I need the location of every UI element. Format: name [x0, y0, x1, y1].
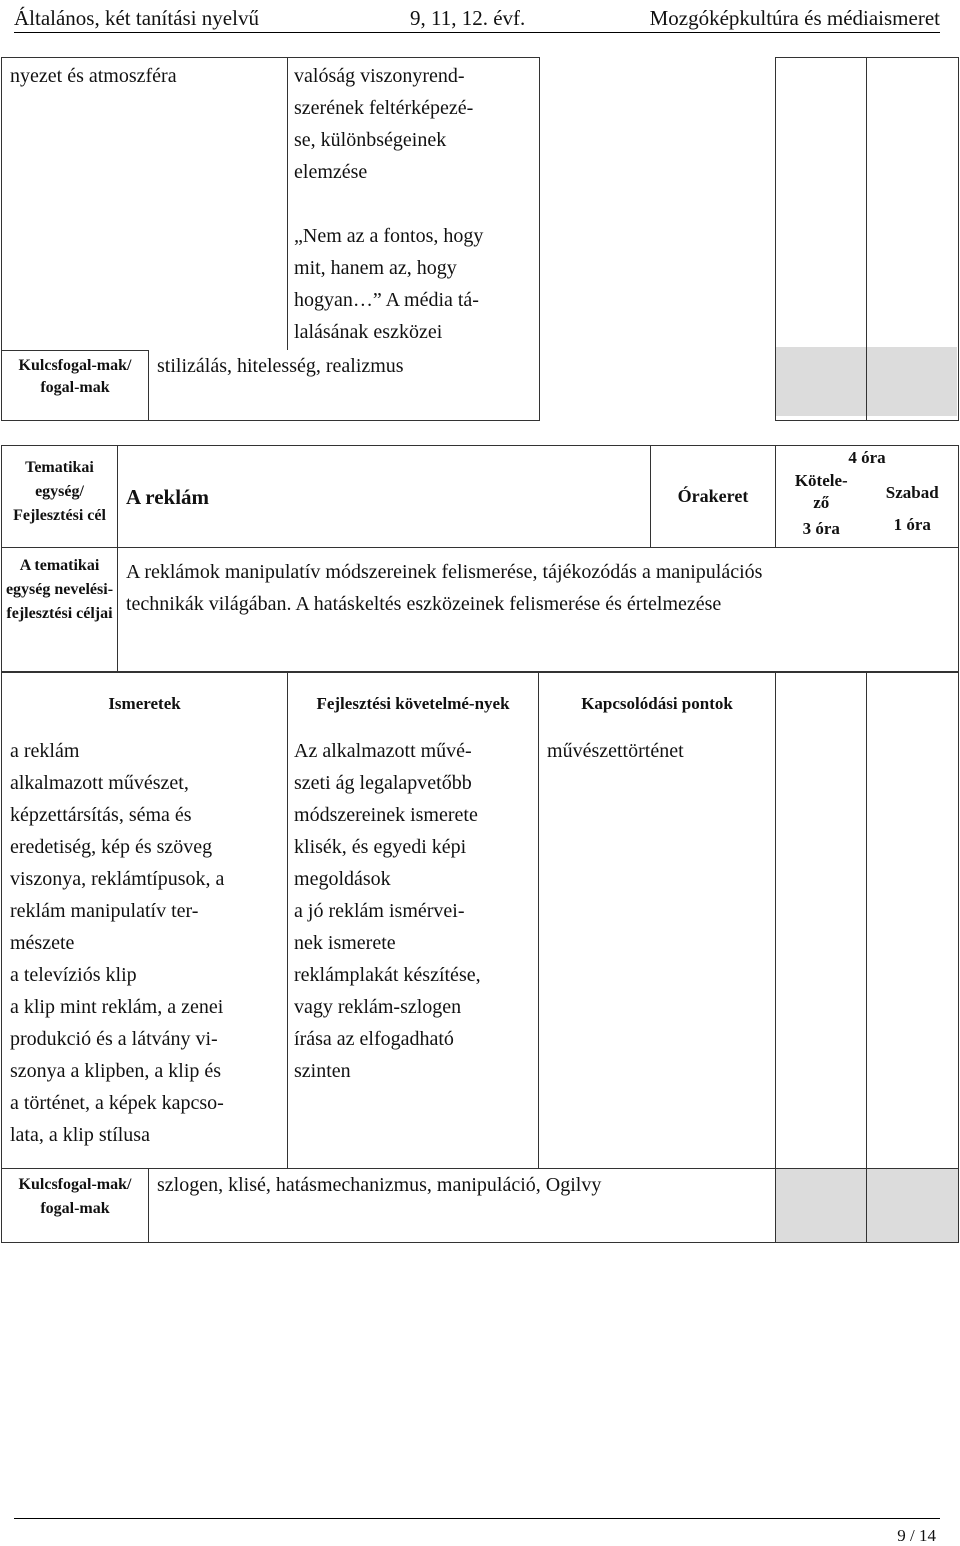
ismeret-line: a klip mint reklám, a zenei	[10, 995, 224, 1018]
celjai-text: A reklámok manipulatív módszereinek felismerése, tájékozódás a manipulációs technikák világában. A hatáskeltés eszközeinek felismerése és értelmezése	[126, 561, 763, 615]
kovetelmeny-line: nek ismerete	[294, 931, 396, 954]
kovetelmeny-line: szeti ág legalapvetőbb	[294, 771, 472, 794]
kovetelmeny-line: megoldások	[294, 867, 391, 890]
page-number: 9 / 14	[897, 1526, 936, 1545]
col2-body	[288, 735, 539, 1169]
col3-header: Kapcsolódási pontok	[581, 693, 733, 713]
top-empty-cell	[540, 58, 776, 421]
bottom-kulcs-label: Kulcsfogal-mak/ fogal-mak	[18, 1176, 132, 1217]
ismeret-line: produkció és a látvány vi-	[10, 1027, 218, 1050]
page-header	[14, 4, 940, 33]
kovetelmeny-line: írása az elfogadható	[294, 1027, 454, 1050]
kulcs-text-cell	[149, 350, 540, 420]
col1-header-cell	[2, 673, 288, 735]
top-right-cell	[288, 58, 540, 351]
celjai-label: A tematikai egység nevelési-fejlesztési céljai	[5, 557, 114, 622]
kulcs-label: Kulcsfogal-mak/ fogal-mak	[18, 356, 132, 396]
col2-header-cell	[288, 673, 539, 735]
gray-cell	[776, 1169, 867, 1243]
quote-line: lalásának eszközei	[294, 321, 443, 343]
page-footer-rule	[14, 1518, 940, 1519]
ismeret-line: mészete	[10, 931, 75, 954]
unit-title: A reklám	[126, 484, 210, 509]
quote-line: „Nem az a fontos, hogy	[294, 225, 484, 247]
kovetelmeny-line: Az alkalmazott művé-	[294, 739, 472, 762]
kovetelmeny-line: szinten	[294, 1059, 351, 1082]
orakeret-cell	[651, 446, 776, 548]
unit-title-cell	[118, 446, 651, 548]
kotelezo-hours: 3 óra	[802, 519, 840, 538]
right-line: elemzése	[294, 161, 368, 183]
kovetelmeny-line: klisék, és egyedi képi	[294, 835, 467, 858]
header-center: 9, 11, 12. évf.	[410, 6, 526, 30]
kulcs-label-cell	[2, 350, 149, 420]
ismeret-line: lata, a klip stílusa	[10, 1123, 150, 1146]
ismeret-line: szonya a klipben, a klip és	[10, 1059, 222, 1082]
total-hours: 4 óra	[848, 448, 886, 467]
content-table	[1, 672, 959, 1243]
kovetelmeny-line: vagy reklám-szlogen	[294, 995, 462, 1018]
col3-header-cell	[539, 673, 776, 735]
bottom-kulcs-label-cell	[2, 1169, 149, 1243]
unit-table	[1, 445, 959, 672]
quote-line: mit, hanem az, hogy	[294, 257, 457, 279]
szabad-label: Szabad	[885, 483, 939, 502]
kovetelmeny-line: a jó reklám ismérvei-	[294, 899, 465, 922]
kovetelmeny-line: reklámplakát készítése,	[294, 963, 481, 986]
empty-cell	[776, 673, 867, 1169]
ismeret-line: eredetiség, kép és szöveg	[10, 835, 213, 858]
header-right: Mozgóképkultúra és médiaismeret	[649, 6, 940, 30]
col1-header: Ismeretek	[108, 693, 181, 713]
kotelezo-label: Kötele-ző	[794, 471, 848, 512]
celjai-label-cell	[2, 548, 118, 672]
ismeret-line: a televíziós klip	[10, 963, 137, 986]
ismeret-line: képzettársítás, séma és	[10, 803, 192, 826]
gray-fill	[776, 347, 866, 416]
col2-header: Fejlesztési követelmé-nyek	[316, 693, 510, 713]
szabad-hours: 1 óra	[893, 515, 931, 534]
right-line: valóság viszonyrend-	[294, 65, 465, 87]
celjai-text-cell	[118, 548, 959, 672]
kovetelmeny-line: módszereinek ismerete	[294, 803, 478, 826]
top-left-text: nyezet és atmoszféra	[10, 65, 177, 87]
ismeret-line: viszonya, reklámtípusok, a	[10, 867, 225, 890]
ismeret-line: reklám manipulatív ter-	[10, 899, 199, 922]
orakeret-label: Órakeret	[677, 486, 749, 506]
bottom-kulcs-text-cell	[149, 1169, 776, 1243]
empty-cell	[867, 673, 959, 1169]
ismeret-line: a történet, a képek kapcso-	[10, 1091, 224, 1114]
col3-body	[539, 735, 776, 1169]
bottom-kulcs-text: szlogen, klisé, hatásmechanizmus, manipuláció, Ogilvy	[157, 1174, 602, 1196]
kulcs-text: stilizálás, hitelesség, realizmus	[157, 355, 404, 377]
ismeret-line: alkalmazott művészet,	[10, 771, 189, 794]
quote-line: hogyan…” A média tá-	[294, 289, 479, 311]
tematikai-label-cell	[2, 446, 118, 548]
col1-body	[2, 735, 288, 1169]
kapcsolodas-line: művészettörténet	[547, 739, 684, 762]
right-line: se, különbségeinek	[294, 129, 447, 151]
right-line: szerének feltérképezé-	[294, 97, 474, 119]
tematikai-label: Tematikai egység/ Fejlesztési cél	[13, 459, 106, 524]
hours-cell	[776, 446, 959, 548]
header-left: Általános, két tanítási nyelvű	[14, 6, 259, 30]
gray-cell	[867, 1169, 959, 1243]
ismeret-line: a reklám	[10, 739, 80, 762]
top-left-cell	[2, 58, 288, 351]
gray-fill	[867, 347, 957, 416]
